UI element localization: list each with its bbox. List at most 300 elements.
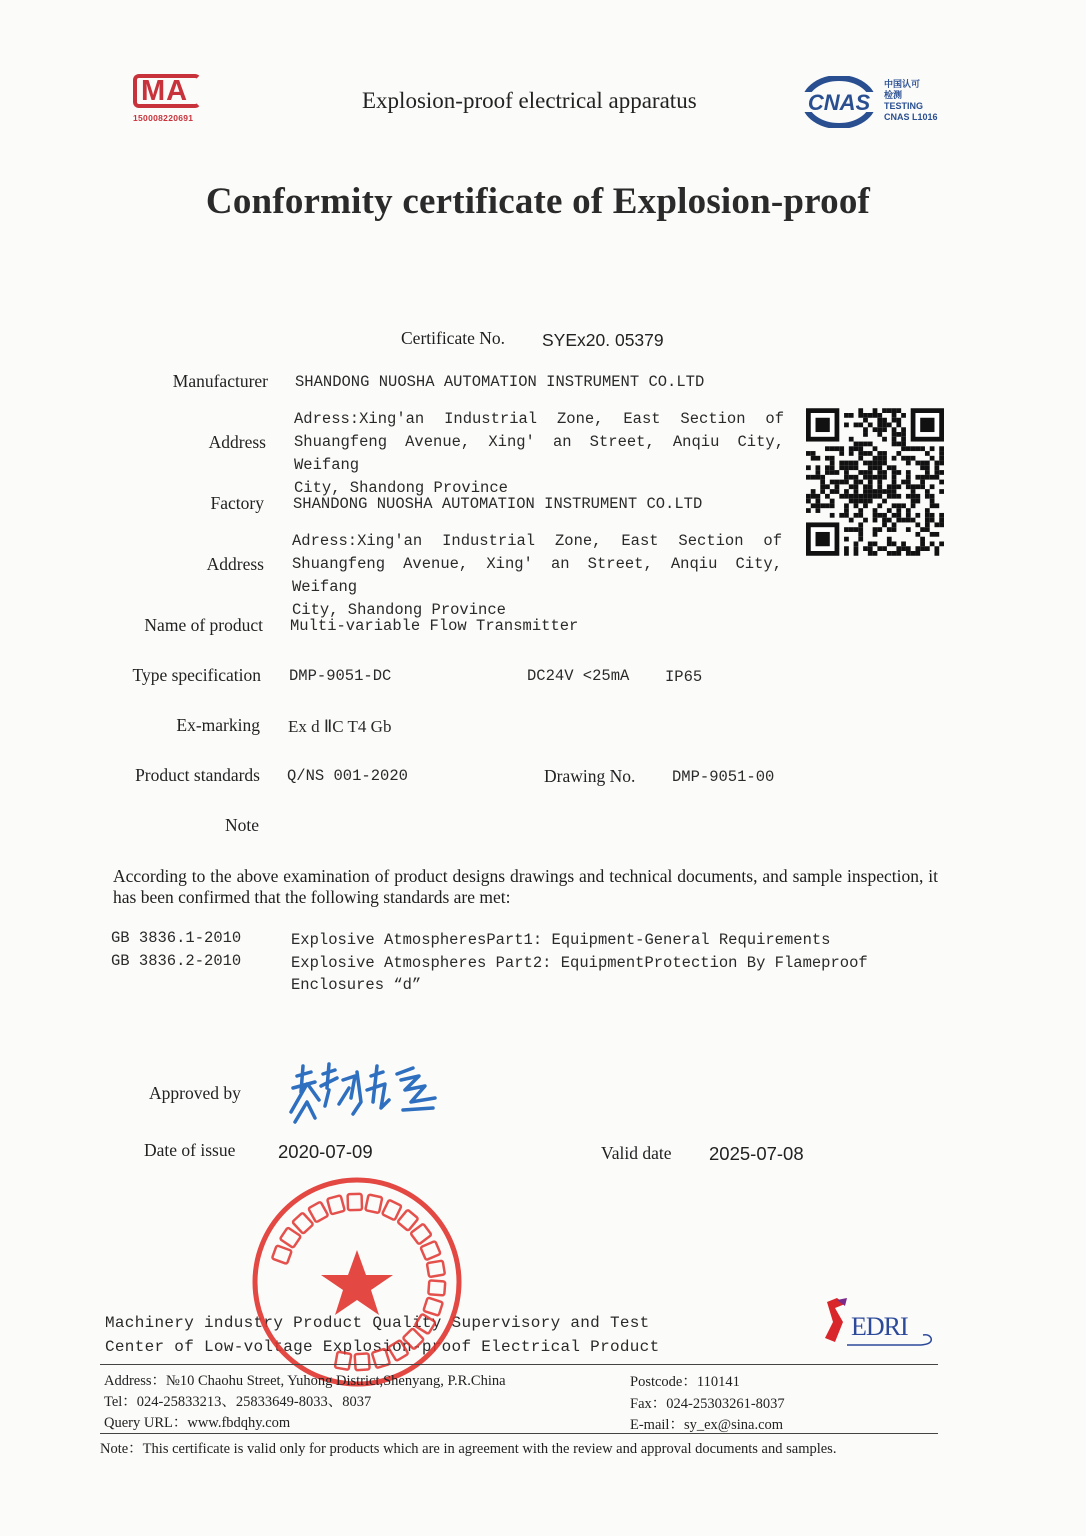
qr-module bbox=[863, 518, 868, 523]
qr-module bbox=[911, 489, 916, 494]
qr-module bbox=[915, 546, 920, 551]
official-seal bbox=[250, 1175, 465, 1390]
valid-date-label: Valid date bbox=[601, 1143, 672, 1163]
qr-module bbox=[806, 475, 811, 480]
qr-module bbox=[906, 461, 911, 466]
footer-fax: Fax：024-25303261-8037 bbox=[630, 1396, 785, 1412]
qr-module bbox=[849, 475, 854, 480]
seal-character bbox=[382, 1200, 402, 1220]
qr-module bbox=[887, 484, 892, 489]
qr-module bbox=[873, 541, 878, 546]
qr-module bbox=[920, 541, 925, 546]
footer-divider-bottom bbox=[100, 1433, 938, 1434]
qr-module bbox=[920, 446, 925, 451]
qr-module bbox=[892, 437, 897, 442]
qr-module bbox=[901, 480, 906, 485]
qr-module bbox=[868, 461, 873, 466]
qr-module bbox=[816, 456, 821, 461]
qr-module bbox=[811, 475, 816, 480]
qr-module bbox=[825, 494, 830, 499]
approved-by-label: Approved by bbox=[149, 1083, 241, 1103]
qr-module bbox=[882, 470, 887, 475]
cma-number: 150008220691 bbox=[133, 113, 194, 123]
seal-character bbox=[272, 1245, 292, 1264]
qr-module bbox=[849, 446, 854, 451]
qr-module bbox=[939, 461, 944, 466]
qr-module bbox=[854, 423, 859, 428]
certificate-number-value: SYEx20. 05379 bbox=[542, 330, 664, 350]
qr-module bbox=[930, 475, 935, 480]
qr-module bbox=[877, 461, 882, 466]
seal-character bbox=[335, 1352, 352, 1370]
qr-module bbox=[858, 494, 863, 499]
seal-character bbox=[410, 1224, 431, 1245]
qr-module bbox=[925, 465, 930, 470]
qr-module bbox=[906, 484, 911, 489]
qr-module bbox=[868, 442, 873, 447]
qr-module bbox=[906, 518, 911, 523]
qr-module bbox=[830, 489, 835, 494]
qr-module bbox=[930, 513, 935, 518]
qr-module bbox=[849, 527, 854, 532]
drawing-no-value: DMP-9051-00 bbox=[672, 768, 775, 786]
qr-module bbox=[892, 413, 897, 418]
qr-module bbox=[854, 494, 859, 499]
seal-character bbox=[308, 1202, 328, 1223]
qr-module bbox=[863, 442, 868, 447]
qr-module bbox=[868, 541, 873, 546]
qr-module bbox=[844, 527, 849, 532]
qr-module bbox=[868, 499, 873, 504]
qr-module bbox=[844, 475, 849, 480]
qr-module bbox=[844, 513, 849, 518]
footer-note: Note：This certificate is valid only for products which are in agreement with the review and approval documents and samples. bbox=[100, 1441, 837, 1457]
qr-module bbox=[930, 503, 935, 508]
qr-module bbox=[934, 461, 939, 466]
qr-module bbox=[858, 442, 863, 447]
qr-module bbox=[839, 446, 844, 451]
qr-module bbox=[830, 465, 835, 470]
qr-module bbox=[877, 503, 882, 508]
qr-module bbox=[873, 427, 878, 432]
qr-finder bbox=[920, 418, 934, 432]
qr-module bbox=[896, 551, 901, 556]
qr-module bbox=[877, 475, 882, 480]
qr-module bbox=[896, 546, 901, 551]
qr-module bbox=[906, 480, 911, 485]
cma-logo-text: MA bbox=[141, 75, 189, 107]
qr-module bbox=[854, 551, 859, 556]
qr-module bbox=[873, 508, 878, 513]
seal-character bbox=[292, 1213, 313, 1234]
address-line: Adress:Xing'an Industrial Zone, East Section of bbox=[292, 532, 782, 550]
qr-module bbox=[849, 437, 854, 442]
qr-module bbox=[911, 518, 916, 523]
qr-module bbox=[873, 461, 878, 466]
qr-module bbox=[920, 484, 925, 489]
qr-module bbox=[877, 513, 882, 518]
qr-module bbox=[930, 499, 935, 504]
qr-module bbox=[868, 475, 873, 480]
factory-label: Factory bbox=[210, 493, 264, 513]
qr-module bbox=[858, 537, 863, 542]
qr-module bbox=[925, 470, 930, 475]
qr-module bbox=[896, 408, 901, 413]
qr-module bbox=[844, 546, 849, 551]
qr-module bbox=[873, 518, 878, 523]
qr-module bbox=[930, 456, 935, 461]
qr-module bbox=[858, 513, 863, 518]
product-name-label: Name of product bbox=[144, 615, 263, 635]
factory-address-value bbox=[292, 530, 782, 622]
qr-module bbox=[863, 546, 868, 551]
qr-module bbox=[892, 442, 897, 447]
qr-module bbox=[934, 532, 939, 537]
qr-module bbox=[930, 484, 935, 489]
qr-module bbox=[934, 551, 939, 556]
qr-module bbox=[939, 522, 944, 527]
valid-date-value: 2025-07-08 bbox=[709, 1143, 804, 1164]
type-spec-rating: DC24V <25mA bbox=[527, 667, 630, 685]
qr-module bbox=[877, 527, 882, 532]
qr-module bbox=[901, 503, 906, 508]
qr-module bbox=[849, 518, 854, 523]
qr-module bbox=[854, 446, 859, 451]
standard-description: Explosive AtmospheresPart1: Equipment-General Requirements bbox=[291, 931, 831, 949]
qr-module bbox=[806, 465, 811, 470]
qr-module bbox=[882, 423, 887, 428]
qr-module bbox=[854, 527, 859, 532]
qr-module bbox=[858, 413, 863, 418]
qr-module bbox=[868, 551, 873, 556]
qr-module bbox=[911, 494, 916, 499]
manufacturer-value: SHANDONG NUOSHA AUTOMATION INSTRUMENT CO.LTD bbox=[295, 373, 705, 391]
factory-address-label: Address bbox=[206, 554, 264, 574]
qr-module bbox=[820, 489, 825, 494]
qr-module bbox=[892, 513, 897, 518]
qr-module bbox=[858, 423, 863, 428]
qr-module bbox=[882, 546, 887, 551]
qr-module bbox=[863, 413, 868, 418]
ex-marking-label: Ex-marking bbox=[176, 715, 260, 735]
qr-module bbox=[849, 451, 854, 456]
seal-character bbox=[327, 1195, 345, 1214]
qr-module bbox=[839, 451, 844, 456]
qr-module bbox=[892, 522, 897, 527]
qr-module bbox=[877, 427, 882, 432]
qr-module bbox=[915, 446, 920, 451]
qr-module bbox=[896, 484, 901, 489]
qr-module bbox=[858, 451, 863, 456]
qr-module bbox=[901, 437, 906, 442]
qr-module bbox=[892, 465, 897, 470]
qr-module bbox=[882, 489, 887, 494]
qr-module bbox=[901, 432, 906, 437]
qr-code bbox=[806, 408, 944, 556]
qr-module bbox=[849, 413, 854, 418]
qr-module bbox=[844, 480, 849, 485]
qr-module bbox=[849, 465, 854, 470]
qr-module bbox=[887, 551, 892, 556]
qr-module bbox=[863, 427, 868, 432]
qr-module bbox=[882, 475, 887, 480]
qr-module bbox=[911, 446, 916, 451]
qr-module bbox=[887, 527, 892, 532]
date-of-issue-label: Date of issue bbox=[144, 1140, 236, 1160]
qr-module bbox=[934, 546, 939, 551]
qr-module bbox=[868, 423, 873, 428]
standard-code: GB 3836.1-2010 bbox=[111, 929, 242, 947]
qr-module bbox=[816, 465, 821, 470]
qr-module bbox=[906, 470, 911, 475]
qr-module bbox=[882, 451, 887, 456]
qr-module bbox=[896, 494, 901, 499]
qr-module bbox=[858, 508, 863, 513]
qr-module bbox=[825, 484, 830, 489]
cma-logo bbox=[133, 74, 205, 126]
qr-module bbox=[925, 451, 930, 456]
qr-module bbox=[939, 541, 944, 546]
qr-module bbox=[896, 423, 901, 428]
qr-module bbox=[934, 503, 939, 508]
qr-module bbox=[915, 461, 920, 466]
qr-module bbox=[925, 489, 930, 494]
qr-module bbox=[811, 494, 816, 499]
qr-module bbox=[925, 522, 930, 527]
signature bbox=[285, 1062, 440, 1128]
cnas-emblem-icon bbox=[802, 76, 876, 128]
qr-module bbox=[906, 527, 911, 532]
qr-module bbox=[854, 489, 859, 494]
qr-module bbox=[925, 461, 930, 466]
qr-module bbox=[858, 408, 863, 413]
qr-module bbox=[835, 484, 840, 489]
qr-module bbox=[939, 480, 944, 485]
qr-module bbox=[844, 508, 849, 513]
qr-module bbox=[892, 503, 897, 508]
qr-module bbox=[892, 470, 897, 475]
qr-module bbox=[868, 494, 873, 499]
qr-module bbox=[868, 451, 873, 456]
qr-module bbox=[920, 546, 925, 551]
qr-module bbox=[854, 503, 859, 508]
qr-module bbox=[906, 475, 911, 480]
cnas-logo-text: CNAS bbox=[807, 90, 871, 115]
qr-module bbox=[882, 499, 887, 504]
qr-module bbox=[901, 456, 906, 461]
qr-module bbox=[896, 503, 901, 508]
qr-module bbox=[849, 461, 854, 466]
address-line: City, Shandong Province bbox=[294, 479, 508, 497]
edri-swoosh-icon bbox=[847, 1332, 935, 1348]
qr-module bbox=[877, 418, 882, 423]
qr-module bbox=[877, 489, 882, 494]
qr-module bbox=[934, 470, 939, 475]
certificate-number-label: Certificate No. bbox=[401, 328, 505, 348]
qr-module bbox=[882, 518, 887, 523]
qr-module bbox=[830, 456, 835, 461]
qr-module bbox=[868, 546, 873, 551]
qr-module bbox=[930, 541, 935, 546]
qr-module bbox=[816, 499, 821, 504]
manufacturer-address-value bbox=[294, 408, 784, 500]
qr-module bbox=[858, 456, 863, 461]
qr-module bbox=[892, 527, 897, 532]
qr-module bbox=[877, 423, 882, 428]
qr-module bbox=[911, 499, 916, 504]
issuer-name-line2: Center of Low-voltage Explosion-proof Electrical Product bbox=[105, 1338, 660, 1356]
qr-module bbox=[863, 475, 868, 480]
qr-module bbox=[892, 427, 897, 432]
qr-module bbox=[896, 470, 901, 475]
qr-module bbox=[868, 480, 873, 485]
qr-module bbox=[920, 475, 925, 480]
qr-module bbox=[863, 432, 868, 437]
qr-module bbox=[882, 522, 887, 527]
qr-module bbox=[858, 532, 863, 537]
qr-module bbox=[816, 508, 821, 513]
qr-module bbox=[825, 503, 830, 508]
certificate-title: Conformity certificate of Explosion-proof bbox=[205, 181, 871, 222]
qr-module bbox=[830, 513, 835, 518]
qr-module bbox=[868, 489, 873, 494]
qr-module bbox=[915, 484, 920, 489]
qr-module bbox=[896, 518, 901, 523]
seal-character bbox=[355, 1353, 370, 1370]
qr-module bbox=[835, 489, 840, 494]
issuer-name-line1: Machinery industry Product Quality Supervisory and Test bbox=[105, 1314, 650, 1332]
qr-module bbox=[882, 408, 887, 413]
qr-module bbox=[877, 432, 882, 437]
footer-divider-top bbox=[100, 1364, 938, 1365]
qr-module bbox=[882, 456, 887, 461]
qr-module bbox=[877, 465, 882, 470]
qr-module bbox=[901, 442, 906, 447]
qr-module bbox=[901, 413, 906, 418]
qr-module bbox=[844, 413, 849, 418]
qr-module bbox=[896, 508, 901, 513]
qr-module bbox=[887, 508, 892, 513]
drawing-no-label: Drawing No. bbox=[544, 766, 636, 786]
qr-module bbox=[920, 537, 925, 542]
qr-module bbox=[887, 489, 892, 494]
qr-module bbox=[816, 475, 821, 480]
ex-marking-value: Ex d ⅡC T4 Gb bbox=[288, 717, 392, 736]
qr-module bbox=[906, 508, 911, 513]
date-of-issue-value: 2020-07-09 bbox=[278, 1141, 373, 1162]
qr-module bbox=[911, 456, 916, 461]
qr-module bbox=[830, 503, 835, 508]
qr-module bbox=[939, 470, 944, 475]
qr-module bbox=[806, 499, 811, 504]
qr-module bbox=[839, 461, 844, 466]
qr-module bbox=[892, 489, 897, 494]
qr-module bbox=[858, 522, 863, 527]
qr-module bbox=[911, 484, 916, 489]
qr-module bbox=[811, 451, 816, 456]
qr-module bbox=[901, 446, 906, 451]
qr-module bbox=[939, 451, 944, 456]
qr-module bbox=[896, 451, 901, 456]
address-line: Shuangfeng Avenue, Xing' an Street, Anqiu City, Weifang bbox=[294, 433, 784, 474]
qr-module bbox=[854, 541, 859, 546]
qr-module bbox=[925, 475, 930, 480]
qr-module bbox=[930, 532, 935, 537]
qr-module bbox=[873, 475, 878, 480]
seal-character bbox=[280, 1227, 301, 1248]
qr-module bbox=[854, 442, 859, 447]
qr-module bbox=[882, 513, 887, 518]
qr-module bbox=[858, 446, 863, 451]
product-standards-label: Product standards bbox=[135, 765, 260, 785]
footer-email: E-mail：sy_ex@sina.com bbox=[630, 1417, 784, 1433]
qr-module bbox=[873, 532, 878, 537]
qr-module bbox=[854, 513, 859, 518]
qr-module bbox=[915, 475, 920, 480]
qr-module bbox=[849, 494, 854, 499]
qr-module bbox=[830, 480, 835, 485]
standard-code: GB 3836.2-2010 bbox=[111, 952, 242, 970]
seal-character bbox=[365, 1194, 382, 1213]
qr-module bbox=[920, 461, 925, 466]
qr-module bbox=[939, 456, 944, 461]
edri-mark-icon bbox=[823, 1298, 849, 1346]
qr-module bbox=[925, 518, 930, 523]
qr-module bbox=[835, 446, 840, 451]
qr-finder bbox=[816, 532, 830, 546]
qr-module bbox=[920, 527, 925, 532]
qr-module bbox=[877, 494, 882, 499]
cnas-side-line: TESTING bbox=[884, 101, 924, 111]
seal-star-icon bbox=[321, 1250, 393, 1315]
note-label: Note bbox=[224, 815, 259, 835]
qr-module bbox=[896, 432, 901, 437]
qr-module bbox=[844, 461, 849, 466]
qr-module bbox=[892, 432, 897, 437]
qr-module bbox=[830, 470, 835, 475]
qr-module bbox=[868, 465, 873, 470]
qr-module bbox=[839, 465, 844, 470]
qr-module bbox=[854, 461, 859, 466]
qr-module bbox=[854, 484, 859, 489]
qr-module bbox=[820, 484, 825, 489]
qr-module bbox=[896, 418, 901, 423]
qr-module bbox=[811, 489, 816, 494]
qr-module bbox=[887, 541, 892, 546]
seal-character bbox=[403, 1328, 424, 1349]
factory-value: SHANDONG NUOSHA AUTOMATION INSTRUMENT CO.LTD bbox=[293, 495, 703, 513]
qr-module bbox=[825, 470, 830, 475]
cnas-logo bbox=[802, 76, 947, 132]
qr-module bbox=[868, 484, 873, 489]
qr-module bbox=[906, 456, 911, 461]
qr-module bbox=[816, 503, 821, 508]
qr-module bbox=[873, 408, 878, 413]
address-line: City, Shandong Province bbox=[292, 601, 506, 619]
qr-module bbox=[844, 537, 849, 542]
qr-module bbox=[892, 541, 897, 546]
qr-module bbox=[877, 484, 882, 489]
qr-module bbox=[892, 408, 897, 413]
qr-module bbox=[915, 551, 920, 556]
seal-character bbox=[423, 1297, 443, 1315]
manufacturer-address-label: Address bbox=[208, 432, 266, 452]
manufacturer-label: Manufacturer bbox=[172, 371, 268, 391]
edri-logo bbox=[823, 1298, 935, 1348]
qr-module bbox=[915, 522, 920, 527]
qr-module bbox=[835, 470, 840, 475]
qr-module bbox=[863, 451, 868, 456]
